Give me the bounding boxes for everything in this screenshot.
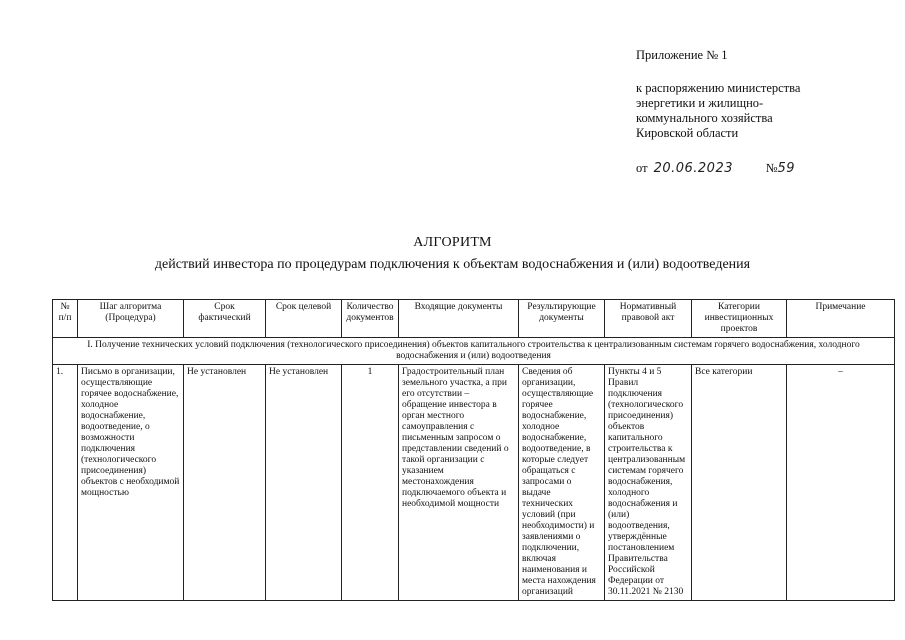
header-cell: Количество документов xyxy=(342,300,399,338)
cell-input-docs: Градостроительный план земельного участка, а при его отсутствии – обращение инвестора в орган местного самоуправления с письменным запросом о представлении сведений о такой организации с указанием местонахождения подключаемого объекта и необходимой мощности xyxy=(399,365,519,601)
order-date-line xyxy=(636,161,886,176)
cell-categories: Все категории xyxy=(692,365,787,601)
section-row xyxy=(53,338,895,365)
cell-num: 1. xyxy=(53,365,78,601)
header-cell: № п/п xyxy=(53,300,78,338)
header-cell: Входящие документы xyxy=(399,300,519,338)
section-title: I. Получение технических условий подключения (технологического присоединения) объектов капитального строительства к централизованным системам горячего водоснабжения, холодного водоснабжения и (или) водоотведения xyxy=(53,338,895,365)
table-header-row xyxy=(53,300,895,338)
document-subtitle: действий инвестора по процедурам подключения к объектам водоснабжения и (или) водоотведения xyxy=(154,257,751,272)
appendix-line: Кировской области xyxy=(636,126,739,140)
header-cell: Категории инвестиционных проектов xyxy=(692,300,787,338)
appendix-block xyxy=(636,48,886,176)
appendix-number: Приложение № 1 xyxy=(636,48,728,62)
cell-result-docs: Сведения об организации, осуществляющие горячее водоснабжение, холодное водоснабжение, водоотведение, в которые следует обращаться с запросами о выдаче технических условий (при необходимости) и заявлениями о подключении, включая наименования и места нахождения организаций xyxy=(519,365,605,601)
header-cell: Шаг алгоритма (Процедура) xyxy=(78,300,184,338)
cell-doc-count: 1 xyxy=(342,365,399,601)
header-cell: Срок фактический xyxy=(184,300,266,338)
algorithm-table xyxy=(52,299,895,601)
header-cell: Результирующие документы xyxy=(519,300,605,338)
cell-term-actual: Не установлен xyxy=(184,365,266,601)
cell-term-target: Не установлен xyxy=(266,365,342,601)
header-cell: Нормативный правовой акт xyxy=(605,300,692,338)
cell-legal-act: Пункты 4 и 5 Правил подключения (технологического присоединения) объектов капитального строительства к централизованным системам горячего водоснабжения, холодного водоснабжения и (или) водоотведения, утверждённые постановлением Правительства Российской Федерации от 30.11.2021 № 2130 xyxy=(605,365,692,601)
cell-note: – xyxy=(787,365,895,601)
document-title: АЛГОРИТМ xyxy=(413,235,492,250)
appendix-line: коммунального хозяйства xyxy=(636,111,773,125)
header-cell: Срок целевой xyxy=(266,300,342,338)
table-row xyxy=(53,365,895,601)
from-label: от xyxy=(636,161,648,175)
appendix-line: энергетики и жилищно- xyxy=(636,96,764,110)
number-label: № xyxy=(765,161,778,175)
appendix-line: к распоряжению министерства xyxy=(636,81,801,95)
handwritten-order-number: 59 xyxy=(777,161,796,176)
cell-step: Письмо в организации, осуществляющие горячее водоснабжение, холодное водоснабжение, водоотведение, о возможности подключения (технологического присоединения) объектов с необходимой мощностью xyxy=(78,365,184,601)
handwritten-date: 20.06.2023 xyxy=(653,161,733,176)
header-cell: Примечание xyxy=(787,300,895,338)
